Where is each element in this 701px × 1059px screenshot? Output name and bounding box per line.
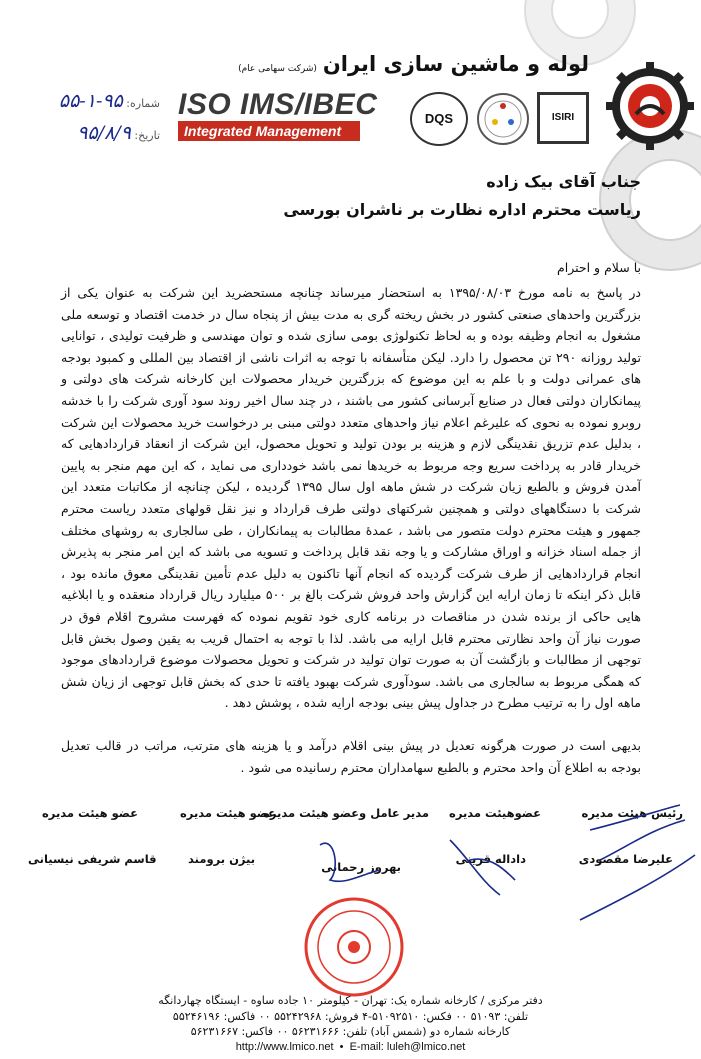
signature-title: عضو هیئت مدیره (42, 806, 138, 820)
gear-decoration (520, 0, 701, 330)
signature-name: داداله قرینی (455, 852, 526, 866)
company-seal (302, 895, 406, 999)
footer-factory2: کارخانه شماره دو (شمس آباد) تلفن: ۵۶۲۳۱۶۶۶ ۰۰ فاکس: ۵۶۲۳۱۶۶۷ (190, 1025, 511, 1038)
certification-seal (476, 92, 530, 146)
signature-name: قاسم شریفی نیسیانی (28, 852, 157, 866)
website-link[interactable]: http://www.lmico.net (235, 1041, 334, 1053)
iso-title: ISO IMS/IBEC (178, 88, 378, 121)
dqs-logo: DQS (410, 92, 468, 146)
signature-title: عضوهیئت مدیره (449, 806, 541, 820)
signature-name: علیرضا مقصودی (578, 852, 673, 866)
letter-date-value: ۹۵/۸/۹ (77, 122, 131, 144)
signature-title: عضو هیئت مدیره (180, 806, 276, 820)
recipient-name: جناب آقای بیک زاده (486, 172, 641, 191)
isiri-logo: ISIRI (537, 92, 589, 144)
body-paragraph-closing: بدیهی است در صورت هرگونه تعدیل در پیش بینی اقلام درآمد و یا هزینه های مترتب، مراتب در قالب تعدیل بودجه به اطلاع آن واحد محترم و بالطبع سهامداران محترم رسانیده می شود . (61, 738, 641, 775)
signature-title: مدیر عامل وعضو هیئت مدیره (263, 806, 429, 820)
signature-title: رئیس هیئت مدیره (581, 806, 683, 820)
ims-subtitle: Integrated Management System (178, 121, 360, 141)
greeting: با سلام و احترام (557, 260, 641, 275)
signature-name: بیژن برومند (188, 852, 256, 866)
body-paragraph: در پاسخ به نامه مورخ ۱۳۹۵/۰۸/۰۳ به استحضار میرساند چنانچه مستحضرید این شرکت به عنوان یکی از بزرگترین واحدهای صنعتی کشور در بخش ریخته گری به مدت بیش از پنجاه سال در خدمت اقتصاد و توسعه ملی مشغول به انجام وظیفه بوده و به لحاظ تکنولوژی بومی سازی شده و توان مهندسی و ظرفیت تولیدی ، توانایی تولید روزانه ۲۹۰ تن محصول را دارد. لیکن متأسفانه با توجه به اثرات ناشی از اقتصاد بین المللی و کمبود بودجه های عمرانی دولت و با علم به این موضوع که بزرگترین خریدار محصولات این کارخانه شرکت های دولتی و پیمانکاران دولتی فعال در صنایع آبرسانی کشور می باشند ، در چند سال اخیر روند سود آوری شرکت را با خدشه روبرو نموده به نحوی که علیرغم اعلام نیاز واحدهای متعدد دولتی مبنی بر درخواست خرید محصولات این شرکت ، بدلیل عدم تزریق نقدینگی لازم و هزینه بر بودن تولید و تحویل محصول، این شرکت از انعقاد قراردادهایی که خریدار قادر به پرداخت سریع وجه مربوط به خریدها نمی باشد خودداری می نماید ، که این مهم منجر به پایین آمدن فروش و بالطبع زیان شرکت در شش ماهه اول سال ۱۳۹۵ گردیده ، لیکن چنانچه از مکاتبات متعدد این شرکت با دستگاههای دولتی و همچنین شرکتهای دولتی طرف قرارداد و نیز نقل قولهای متعدد ریاست محترم جمهور و هیئت محترم دولت متصور می باشد ، عمدهٔ مطالبات به پیمانکاران ، طی سالجاری به روشهای مختلف از جمله اسناد خزانه و اوراق مشارکت و یا وجه نقد قابل پرداخت و تسویه می باشد که این امر منجر به پذیرش انجام قراردادهایی از طرف شرکت گردیده که انجام آنها تاکنون به دلیل عدم تأمین نقدینگی معوق مانده بود ، قابل ذکر اینکه تا زمان ارایه این گزارش واحد فروش شرکت بالغ بر ۵۰۰ میلیارد ریال قرارداد منعقده و یا ابلاغیه هایی حاکی از برنده شدن در مناقصات در برنامه کاری خود تقویم نموده که فهرست مشروح اقلام فوق در صورت نیاز آن واحد نظارتی محترم قابل ارایه می باشد. لذا با توجه به احتمال قریب به یقین وصول بخش قابل توجهی از مطالبات و بازگشت آن به صورت توان تولید در شرکت و تحویل محصولات موضوع قراردادهای موجود که همگی مربوط به سالجاری می باشد. سودآوری شرکت بهبود یافته تا حدی که بخش قابل توجهی از زیان شش ماهه اول را به ترتیب مطرح در جداول پیش بینی بودجه ارایه شده ، پوشش دهد . (61, 285, 641, 711)
letter-date: تاریخ: ۹۵/۸/۹ (77, 122, 160, 144)
letter-number-value: ۹۵-۱-۵۵ (58, 90, 123, 112)
company-logo (606, 62, 694, 150)
email-link[interactable]: E-mail: luleh@lmico.net (349, 1041, 466, 1053)
footer-address: دفتر مرکزی / کارخانه شماره یک: تهران - کیلومتر ۱۰ جاده ساوه - ایستگاه چهاردانگه (158, 994, 543, 1007)
signature-name: بهروز رحمانی (321, 860, 401, 874)
footer-contact: http://www.lmico.net • E-mail: luleh@lmico.net (235, 1041, 466, 1053)
recipient-title: ریاست محترم اداره نظارت بر ناشران بورسی (283, 200, 641, 219)
company-name: لوله و ماشین سازی ایران(شرکت سهامی عام) (238, 52, 589, 76)
footer-phones: تلفن: ۵۱۰۹۳ ۰۰ فکس: ۵۱۰۹۲۵۱۰-۴ فروش: ۵۵۲۴۲۹۶۸ ۰۰ فاکس: ۵۵۲۴۶۱۹۶ (172, 1010, 529, 1023)
letter-number: شماره: ۹۵-۱-۵۵ (58, 90, 160, 112)
